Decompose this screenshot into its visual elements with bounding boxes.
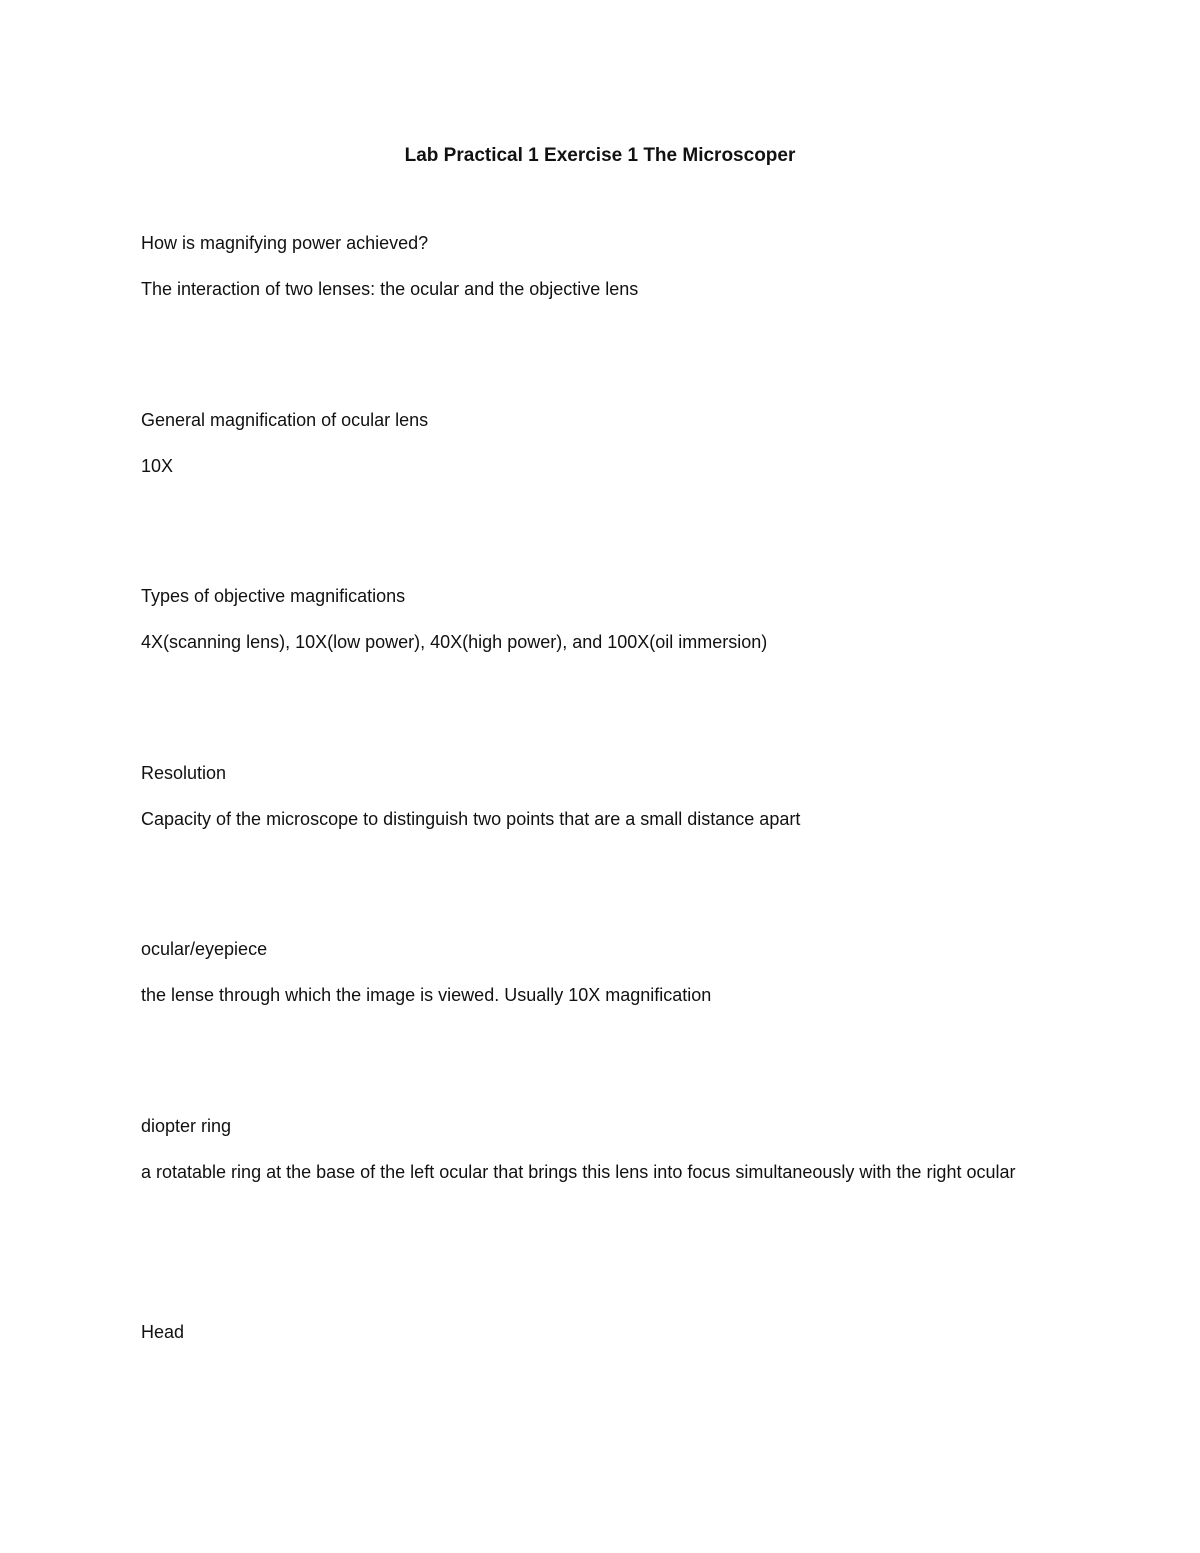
term-magnifying-power: How is magnifying power achieved? [141, 233, 429, 253]
term-diopter-ring: diopter ring [141, 1116, 232, 1136]
definition-objective-magnifications: 4X(scanning lens), 10X(low power), 40X(high power), and 100X(oil immersion) [141, 632, 768, 652]
definition-ocular-eyepiece: the lense through which the image is viewed. Usually 10X magnification [141, 985, 712, 1005]
term-ocular-magnification: General magnification of ocular lens [141, 410, 429, 430]
term-resolution: Resolution [141, 763, 227, 783]
definition-diopter-ring: a rotatable ring at the base of the left ocular that brings this lens into focus simultaneously with the right ocular [141, 1162, 1016, 1182]
term-ocular-eyepiece: ocular/eyepiece [141, 939, 268, 959]
page-title: Lab Practical 1 Exercise 1 The Microscoper [404, 145, 796, 166]
definition-ocular-magnification: 10X [141, 456, 174, 476]
term-objective-magnifications: Types of objective magnifications [141, 586, 406, 606]
definition-resolution: Capacity of the microscope to distinguish two points that are a small distance apart [141, 809, 801, 829]
term-head: Head [141, 1322, 185, 1342]
definition-magnifying-power: The interaction of two lenses: the ocular and the objective lens [141, 279, 639, 299]
